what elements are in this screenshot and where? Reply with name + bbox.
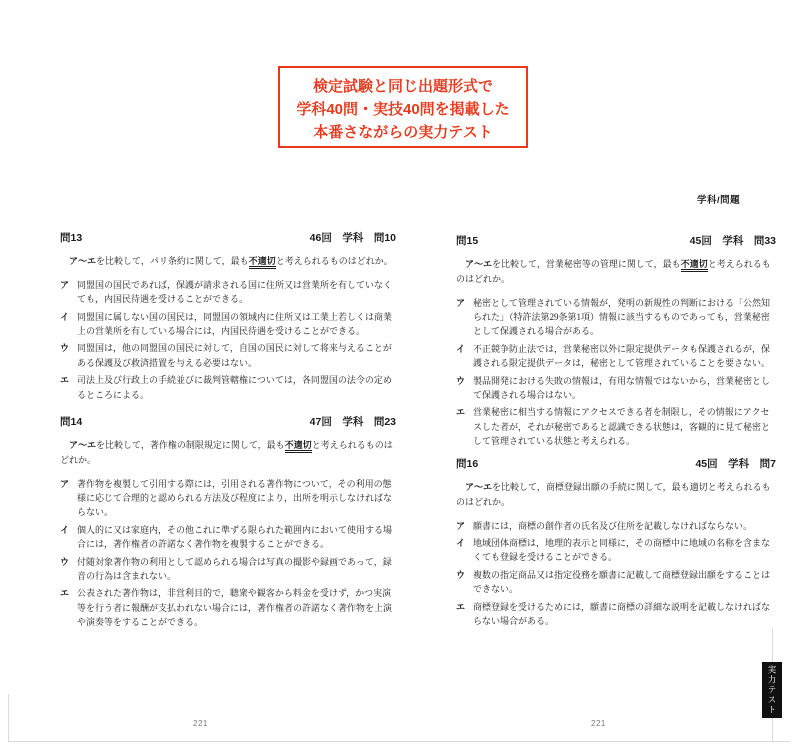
- option-row: [60, 310, 396, 339]
- option-row: [456, 519, 776, 533]
- question-head: [60, 230, 396, 245]
- option-row: [60, 373, 396, 402]
- option-row: [456, 536, 776, 565]
- chapter-side-tab: 実力テスト: [762, 662, 782, 718]
- question-head: [60, 414, 396, 429]
- intro-keyword: 不適切: [681, 259, 708, 272]
- question-block-15: [456, 233, 776, 452]
- option-text: 公表された著作物は，非営利目的で，聴衆や観客から料金を受けず，かつ実演等を行う者に報酬が支払われない場合には，著作権者の許諾なく著作物を上演や演奏等をすることができる。: [77, 588, 393, 628]
- question-source: 46回 学科 問10: [309, 232, 396, 244]
- page-frame-left-line: [8, 694, 9, 742]
- option-row: [456, 296, 776, 339]
- intro-tail: と考えられるものはどれか。: [275, 256, 393, 266]
- option-marker: エ: [60, 588, 70, 599]
- option-row: [456, 374, 776, 403]
- option-marker: ウ: [456, 569, 466, 580]
- intro-keyword: 不適切: [285, 440, 312, 453]
- question-intro: [60, 438, 396, 468]
- option-marker: ア: [456, 297, 466, 308]
- question-number: 問13: [60, 232, 83, 244]
- option-marker: エ: [456, 601, 466, 612]
- question-block-14: [60, 414, 396, 633]
- option-text: 個人的に又は家庭内，その他これに準ずる限られた範囲内において使用する場合には，著作権者の許諾なく著作物を複製することができる。: [77, 524, 393, 550]
- page-number-left: 221: [193, 719, 208, 728]
- question-number: 問15: [456, 235, 479, 247]
- option-row: [60, 523, 396, 552]
- question-source: 45回 学科 問7: [695, 458, 776, 470]
- question-head: [456, 456, 776, 471]
- option-text: 願書には，商標の創作者の氏名及び住所を記載しなければならない。: [473, 520, 753, 531]
- page-frame-bottom-line: [8, 741, 790, 742]
- running-head: 学科/問題: [697, 195, 741, 206]
- intro-keyword: 不適切: [249, 256, 276, 269]
- promo-callout-box: [278, 66, 528, 148]
- option-row: [60, 586, 396, 629]
- intro-range: ア～エ: [465, 482, 493, 492]
- option-text: 同盟国は，他の同盟国の国民に対して，自国の国民に対して将来与えることがある保護及び救済措置を与える必要はない。: [77, 343, 392, 368]
- option-marker: イ: [60, 524, 70, 535]
- option-row: [60, 341, 396, 370]
- option-marker: ア: [60, 279, 70, 290]
- page-number-right: 221: [591, 719, 606, 728]
- option-row: [60, 555, 396, 584]
- question-number: 問14: [60, 416, 83, 428]
- option-marker: ア: [456, 520, 466, 531]
- option-text: 営業秘密に相当する情報にアクセスできる者を制限し，その情報にアクセスした者が，それが秘密であると認識できる状態は，客観的に見て秘密として管理されている状態と考えられる。: [473, 407, 771, 447]
- option-marker: イ: [456, 538, 466, 549]
- option-text: 複数の指定商品又は指定役務を願書に記載して商標登録出願をすることはできない。: [473, 569, 771, 595]
- option-marker: エ: [60, 375, 70, 386]
- intro-range: ア～エ: [69, 440, 97, 450]
- option-row: [60, 278, 396, 307]
- option-text: 付随対象著作物の利用として認められる場合は写真の撮影や録画であって，録音の行為は含まれない。: [77, 556, 392, 582]
- option-row: [456, 568, 776, 597]
- question-source: 45回 学科 問33: [689, 235, 776, 247]
- question-number: 問16: [456, 458, 479, 470]
- question-intro: [456, 257, 776, 287]
- option-text: 不正競争防止法では，営業秘密以外に限定提供データも保護されるが，保護される限定提供データは，秘密として管理されていることを要さない。: [473, 343, 771, 369]
- option-text: 製品開発における失敗の情報は，有用な情報ではないから，営業秘密として保護される場合はない。: [473, 375, 771, 401]
- intro-tail: と考えられるものはどれか。: [456, 259, 771, 284]
- intro-range: ア～エ: [465, 259, 493, 269]
- question-intro: [60, 254, 396, 269]
- option-text: 著作物を複製して引用する際には，引用される著作物について，その利用の態様に応じて合理的と認められる方法及び程度により，出所を明示しなければならない。: [77, 478, 393, 518]
- intro-text: を比較して，営業秘密等の管理に関して，最も: [492, 259, 681, 269]
- option-marker: ウ: [60, 556, 70, 567]
- option-marker: ア: [60, 478, 70, 489]
- option-text: 秘密として管理されている情報が，発明の新規性の判断における「公然知られた」（特許法第29条第1項）情報に該当するものであっても，営業秘密として保護される場合がある。: [473, 297, 771, 337]
- callout-line-3: 本番さながらの実力テスト: [313, 124, 493, 141]
- option-marker: イ: [60, 311, 70, 322]
- option-text: 同盟国の国民であれば，保護が請求される国に住所又は営業所を有していなくても，内国民待遇を受けることができる。: [77, 279, 393, 305]
- callout-line-2: 学科40問・実技40問を掲載した: [296, 101, 510, 118]
- option-marker: イ: [456, 343, 466, 354]
- intro-tail: と考えられるものはどれか。: [60, 440, 393, 465]
- option-row: [60, 477, 396, 520]
- option-marker: エ: [456, 407, 466, 418]
- intro-range: ア～エ: [69, 256, 97, 266]
- question-block-13: [60, 230, 396, 405]
- question-intro: [456, 480, 776, 510]
- question-head: [456, 233, 776, 248]
- intro-text: を比較して，商標登録出願の手続に関して，最も適切と考えられるものはどれか。: [456, 482, 771, 507]
- option-text: 商標登録を受けるためには，願書に商標の詳細な説明を記載しなければならない場合がある。: [473, 601, 771, 627]
- option-text: 同盟国に属しない国の国民は，同盟国の領域内に住所又は工業上若しくは商業上の営業所を有している場合には，内国民待遇を受けることができる。: [77, 311, 393, 337]
- option-text: 地域団体商標は，地理的表示と同様に，その商標中に地域の名称を含まなくても登録を受けることができる。: [473, 538, 771, 563]
- option-text: 司法上及び行政上の手続並びに裁判管轄権については，各同盟国の法令の定めるところによる。: [77, 375, 392, 400]
- option-marker: ウ: [456, 375, 466, 386]
- option-row: [456, 600, 776, 629]
- option-row: [456, 342, 776, 371]
- option-marker: ウ: [60, 343, 70, 354]
- question-block-16: [456, 456, 776, 631]
- intro-text: を比較して，パリ条約に関して，最も: [96, 256, 249, 266]
- option-row: [456, 405, 776, 448]
- callout-line-1: 検定試験と同じ出題形式で: [312, 78, 493, 95]
- question-source: 47回 学科 問23: [309, 416, 396, 428]
- intro-text: を比較して，著作権の制限規定に関して，最も: [96, 440, 285, 450]
